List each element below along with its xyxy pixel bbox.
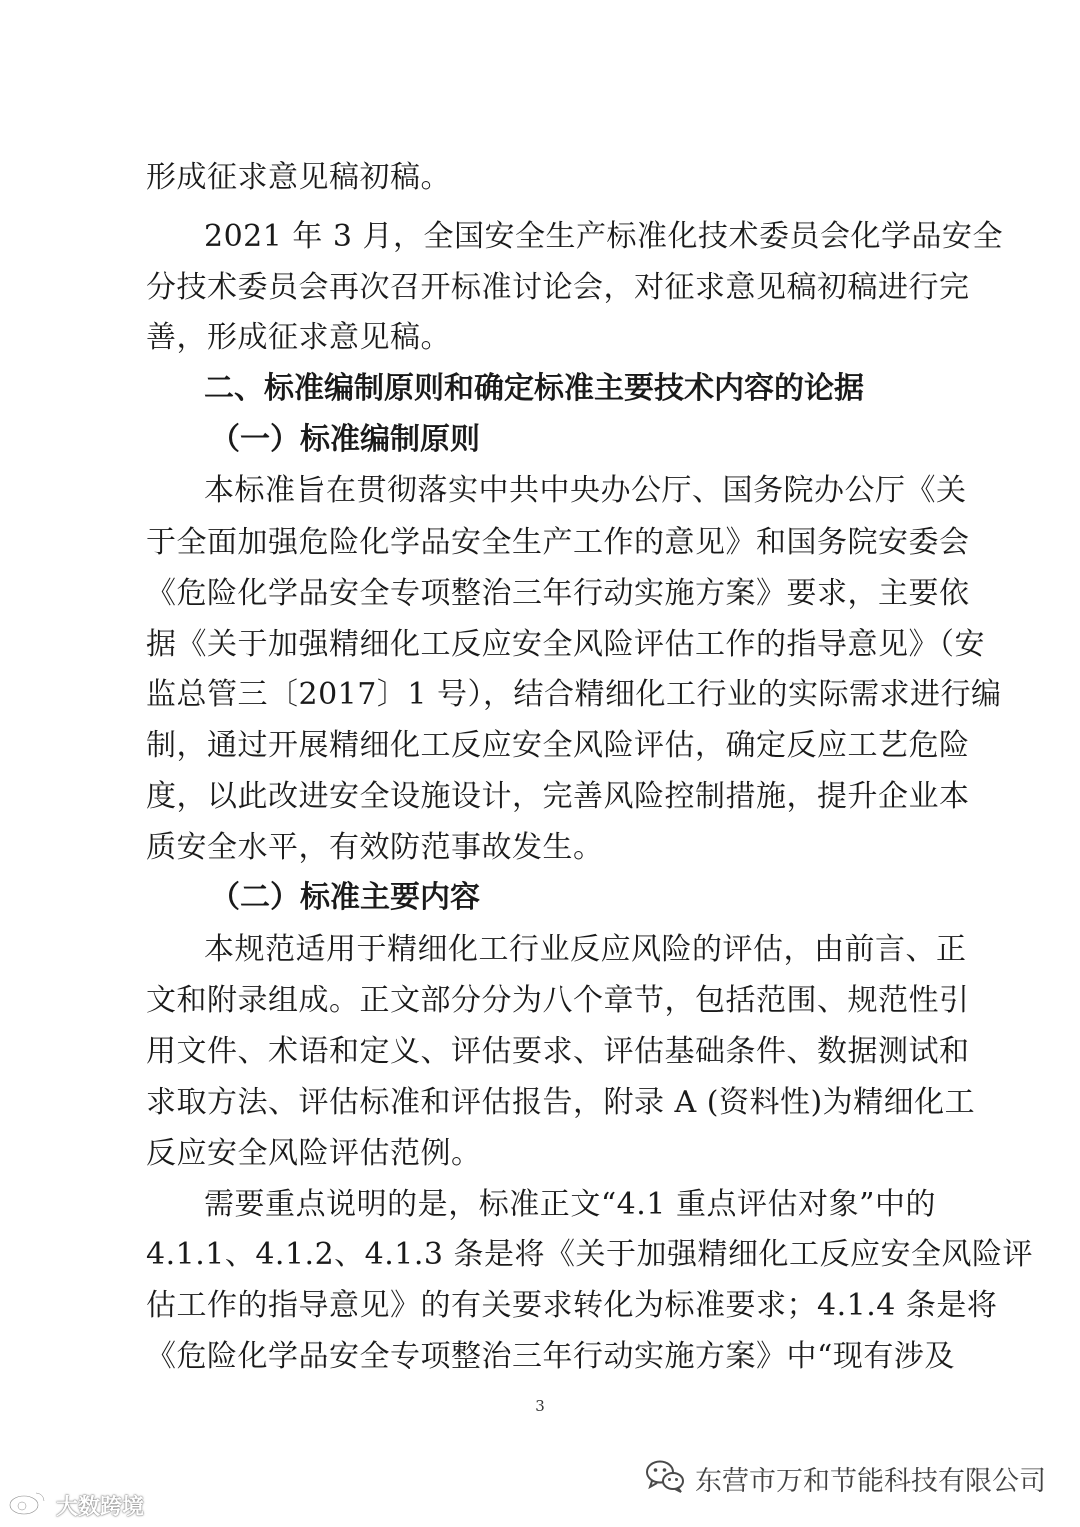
watermark-company-name: 东营市万和节能科技有限公司: [695, 1465, 1046, 1497]
body-line: 《危险化学品安全专项整治三年行动实施方案》中“现有涉及: [146, 1339, 955, 1374]
body-line: 制，通过开展精细化工反应安全风险评估，确定反应工艺危险: [146, 728, 970, 763]
body-line: 反应安全风险评估范例。: [146, 1136, 482, 1171]
section-heading: 二、标准编制原则和确定标准主要技术内容的论据: [204, 371, 864, 406]
body-line: 形成征求意见稿初稿。: [146, 160, 451, 195]
body-line: 文和附录组成。正文部分分为八个章节，包括范围、规范性引: [146, 983, 970, 1018]
watermark-brand: 大数跨境: [56, 1494, 145, 1520]
body-line: 本标准旨在贯彻落实中共中央办公厅、国务院办公厅《关: [204, 473, 967, 508]
body-line: 本规范适用于精细化工行业反应风险的评估，由前言、正: [204, 932, 967, 967]
subsection-heading: （二）标准主要内容: [210, 880, 480, 915]
body-line: 度，以此改进安全设施设计，完善风险控制措施，提升企业本: [146, 779, 970, 814]
body-line: 2021 年 3 月，全国安全生产标准化技术委员会化学品安全: [204, 219, 1004, 254]
body-line: 据《关于加强精细化工反应安全风险评估工作的指导意见》（安: [146, 627, 985, 662]
body-line: 监总管三〔2017〕1 号），结合精细化工行业的实际需求进行编: [146, 677, 1002, 712]
body-line: 估工作的指导意见》的有关要求转化为标准要求；4.1.4 条是将: [146, 1288, 998, 1323]
wechat-icon: [645, 1458, 685, 1498]
body-line: 于全面加强危险化学品安全生产工作的意见》和国务院安委会: [146, 525, 970, 560]
body-line: 善，形成征求意见稿。: [146, 320, 451, 355]
body-line: 用文件、术语和定义、评估要求、评估基础条件、数据测试和: [146, 1034, 970, 1069]
body-line: 质安全水平，有效防范事故发生。: [146, 830, 604, 865]
subsection-heading: （一）标准编制原则: [210, 422, 480, 457]
body-line: 求取方法、评估标准和评估报告，附录 A (资料性)为精细化工: [146, 1085, 976, 1120]
body-line: 需要重点说明的是，标准正文“4.1 重点评估对象”中的: [204, 1187, 936, 1222]
watermark-right: [645, 1458, 1046, 1498]
weibo-icon: [6, 1489, 50, 1521]
body-line: 《危险化学品安全专项整治三年行动实施方案》要求，主要依: [146, 576, 970, 611]
page-number: 3: [535, 1397, 545, 1415]
watermark-left: [6, 1489, 144, 1521]
body-line: 分技术委员会再次召开标准讨论会，对征求意见稿初稿进行完: [146, 270, 970, 305]
body-line: 4.1.1、4.1.2、4.1.3 条是将《关于加强精细化工反应安全风险评: [146, 1237, 1034, 1272]
